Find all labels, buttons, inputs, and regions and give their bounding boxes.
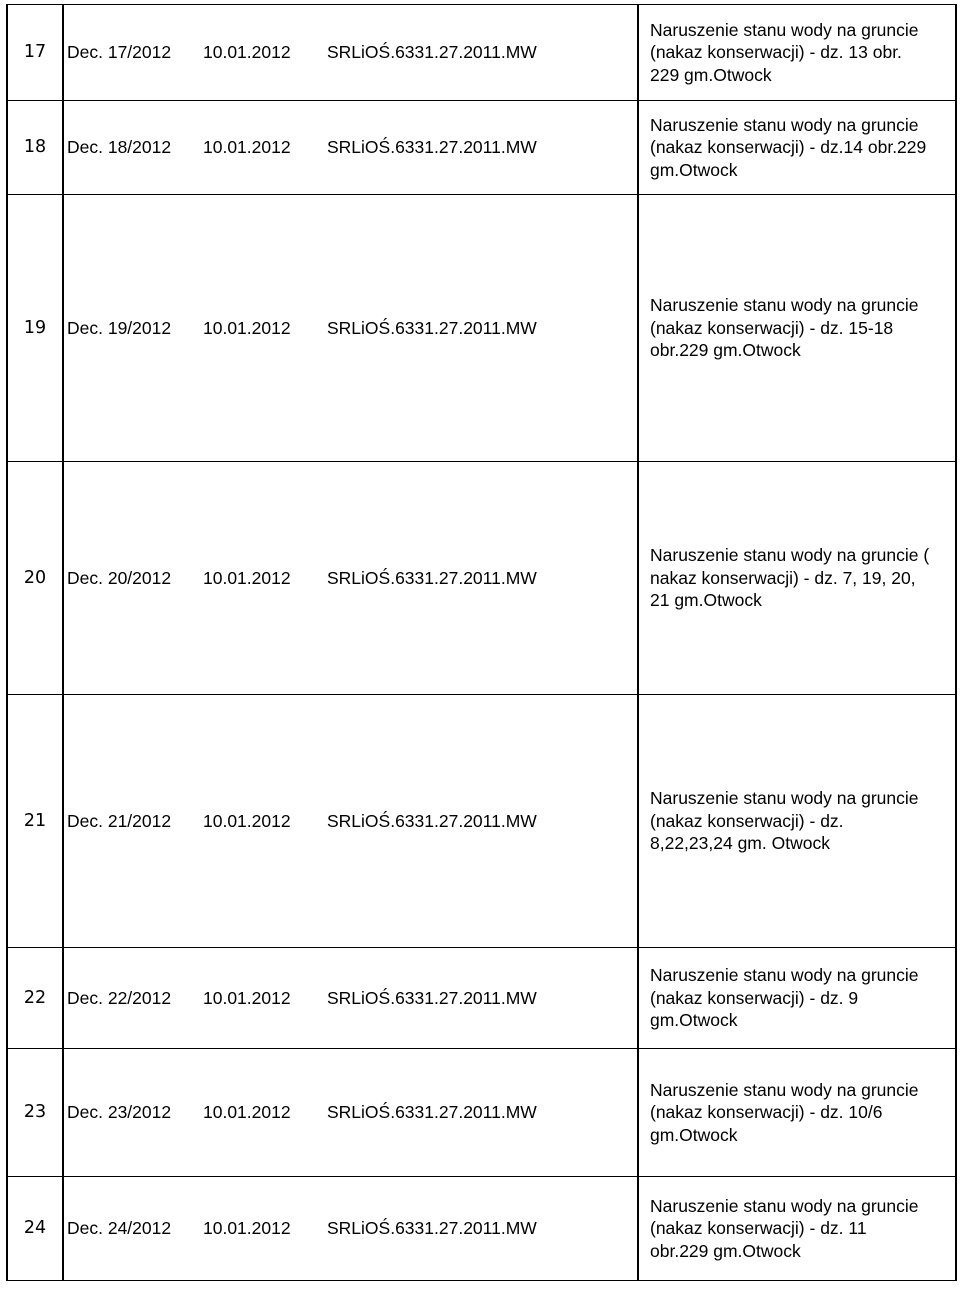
decision-description [638,948,956,1049]
decision-date: 10.01.2012 [203,462,323,695]
table-row [7,948,956,1049]
decision-number: Dec. 24/2012 [63,1177,203,1281]
decision-description [638,195,956,462]
decision-description [638,101,956,195]
decision-description [638,1177,956,1281]
description-line: (nakaz konserwacji) - dz.14 obr.229 [650,137,927,158]
decision-description [638,5,956,101]
description-line: 229 gm.Otwock [650,64,772,85]
case-reference: SRLiOŚ.6331.27.2011.MW [323,195,638,462]
description-line: obr.229 gm.Otwock [650,340,801,361]
decision-date: 10.01.2012 [203,1177,323,1281]
description-line: obr.229 gm.Otwock [650,1240,801,1261]
row-number: 17 [7,5,63,101]
decision-number: Dec. 20/2012 [63,462,203,695]
row-number: 18 [7,101,63,195]
table-row [7,101,956,195]
description-line: (nakaz konserwacji) - dz. 10/6 [650,1102,883,1123]
decision-date: 10.01.2012 [203,695,323,948]
description-line: (nakaz konserwacji) - dz. 9 [650,987,859,1008]
table-row [7,195,956,462]
decision-date: 10.01.2012 [203,101,323,195]
decision-number: Dec. 23/2012 [63,1049,203,1177]
row-number: 21 [7,695,63,948]
decision-number: Dec. 17/2012 [63,5,203,101]
description-line: Naruszenie stanu wody na gruncie [650,295,919,316]
description-line: nakaz konserwacji) - dz. 7, 19, 20, [650,567,916,588]
description-line: (nakaz konserwacji) - dz. 13 obr. [650,42,902,63]
decisions-table [6,4,957,1281]
row-number: 20 [7,462,63,695]
decision-description [638,695,956,948]
description-line: (nakaz konserwacji) - dz. 11 [650,1218,867,1239]
description-line: (nakaz konserwacji) - dz. [650,810,844,831]
description-line: Naruszenie stanu wody na gruncie [650,1079,919,1100]
row-number: 19 [7,195,63,462]
description-line: Naruszenie stanu wody na gruncie [650,19,919,40]
table-row [7,1049,956,1177]
table-row [7,5,956,101]
decision-number: Dec. 21/2012 [63,695,203,948]
row-number: 24 [7,1177,63,1281]
description-line: gm.Otwock [650,1124,738,1145]
decision-date: 10.01.2012 [203,1049,323,1177]
description-line: gm.Otwock [650,1010,738,1031]
description-line: gm.Otwock [650,159,738,180]
row-number: 22 [7,948,63,1049]
decision-number: Dec. 19/2012 [63,195,203,462]
description-line: Naruszenie stanu wody na gruncie [650,114,919,135]
case-reference: SRLiOŚ.6331.27.2011.MW [323,101,638,195]
case-reference: SRLiOŚ.6331.27.2011.MW [323,1177,638,1281]
table-row [7,462,956,695]
decision-date: 10.01.2012 [203,5,323,101]
decision-description [638,462,956,695]
case-reference: SRLiOŚ.6331.27.2011.MW [323,1049,638,1177]
description-line: 21 gm.Otwock [650,590,762,611]
description-line: Naruszenie stanu wody na gruncie ( [650,545,930,566]
description-line: Naruszenie stanu wody na gruncie [650,788,919,809]
description-line: (nakaz konserwacji) - dz. 15-18 [650,317,894,338]
case-reference: SRLiOŚ.6331.27.2011.MW [323,948,638,1049]
row-number: 23 [7,1049,63,1177]
description-line: 8,22,23,24 gm. Otwock [650,833,830,854]
table-row [7,695,956,948]
decision-number: Dec. 18/2012 [63,101,203,195]
case-reference: SRLiOŚ.6331.27.2011.MW [323,5,638,101]
decision-description [638,1049,956,1177]
decision-date: 10.01.2012 [203,195,323,462]
decision-number: Dec. 22/2012 [63,948,203,1049]
case-reference: SRLiOŚ.6331.27.2011.MW [323,695,638,948]
table-row [7,1177,956,1281]
decision-date: 10.01.2012 [203,948,323,1049]
case-reference: SRLiOŚ.6331.27.2011.MW [323,462,638,695]
description-line: Naruszenie stanu wody na gruncie [650,965,919,986]
description-line: Naruszenie stanu wody na gruncie [650,1195,919,1216]
